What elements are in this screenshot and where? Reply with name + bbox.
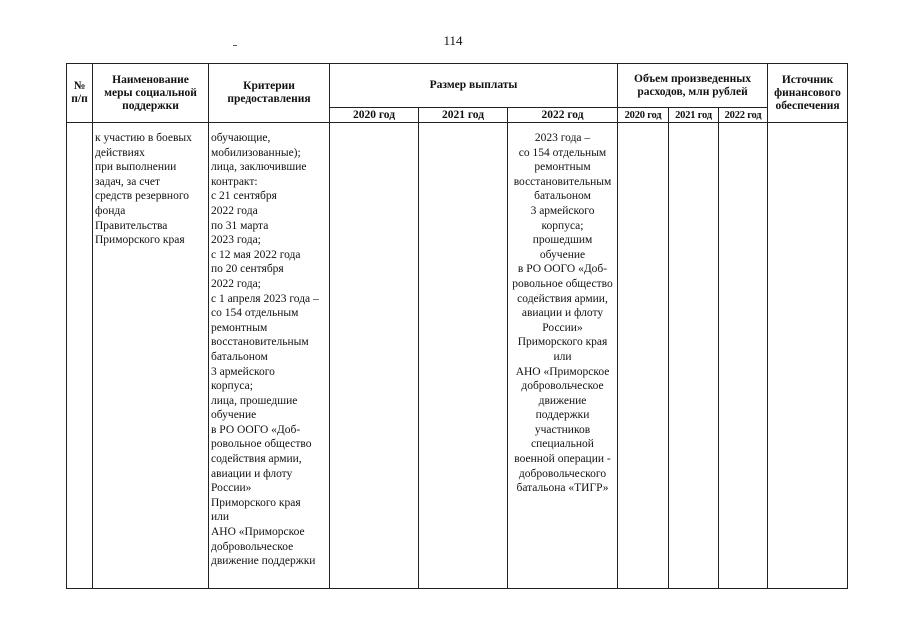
cell-payment-2020 — [330, 123, 419, 589]
header-expense-year-2020: 2020 год — [618, 108, 669, 123]
cell-measure-name: к участию в боевых действиях при выполнении задач, за счет средств резервного фонда Правительства Приморского края — [93, 123, 209, 589]
header-payment-year-2022: 2022 год — [508, 108, 618, 123]
header-expenses-volume: Объем произведенных расходов, млн рублей — [618, 64, 768, 108]
cell-funding-source — [768, 123, 848, 589]
page-number: 114 — [443, 33, 463, 48]
cell-expense-2022 — [719, 123, 768, 589]
header-funding-source: Источник финансового обеспечения — [768, 64, 848, 123]
header-expense-year-2021: 2021 год — [669, 108, 719, 123]
social-support-table — [66, 63, 848, 589]
cell-criteria: обучающие, мобилизованные); лица, заключившие контракт: с 21 сентября 2022 года по 31 марта 2023 года; с 12 мая 2022 года по 20 сентября 2022 года; с 1 апреля 2023 года – со 154 отдельным ремонтным восстановительным батальоном 3 армейского корпуса; лица, прошедшие обучение в РО ООГО «Доб- ровольное общество содействия армии, авиации и флоту России» Приморского края или АНО «Приморское добровольческое движение поддержки — [209, 123, 330, 589]
cell-payment-2021 — [419, 123, 508, 589]
header-criteria: Критерии предоставления — [209, 64, 330, 123]
cell-expense-2021 — [669, 123, 719, 589]
cell-payment-2022: 2023 года – со 154 отдельным ремонтным восстановительным батальоном 3 армейского корпуса; прошедшим обучение в РО ООГО «Доб- ровольное общество содействия армии, авиации и флоту России» Приморского края или АНО «Приморское добровольческое движение поддержки участников специальной военной операции - добровольческого батальона «ТИГР» — [508, 123, 618, 589]
header-measure-name: Наименование меры социальной поддержки — [93, 64, 209, 123]
header-payment-size: Размер выплаты — [330, 64, 618, 108]
cell-expense-2020 — [618, 123, 669, 589]
cell-num — [67, 123, 93, 589]
header-payment-year-2020: 2020 год — [330, 108, 419, 123]
header-expense-year-2022: 2022 год — [719, 108, 768, 123]
header-num: № п/п — [67, 64, 93, 123]
header-payment-year-2021: 2021 год — [419, 108, 508, 123]
scan-speck — [233, 45, 237, 46]
header-row-main — [67, 64, 848, 108]
table-row — [67, 123, 848, 589]
